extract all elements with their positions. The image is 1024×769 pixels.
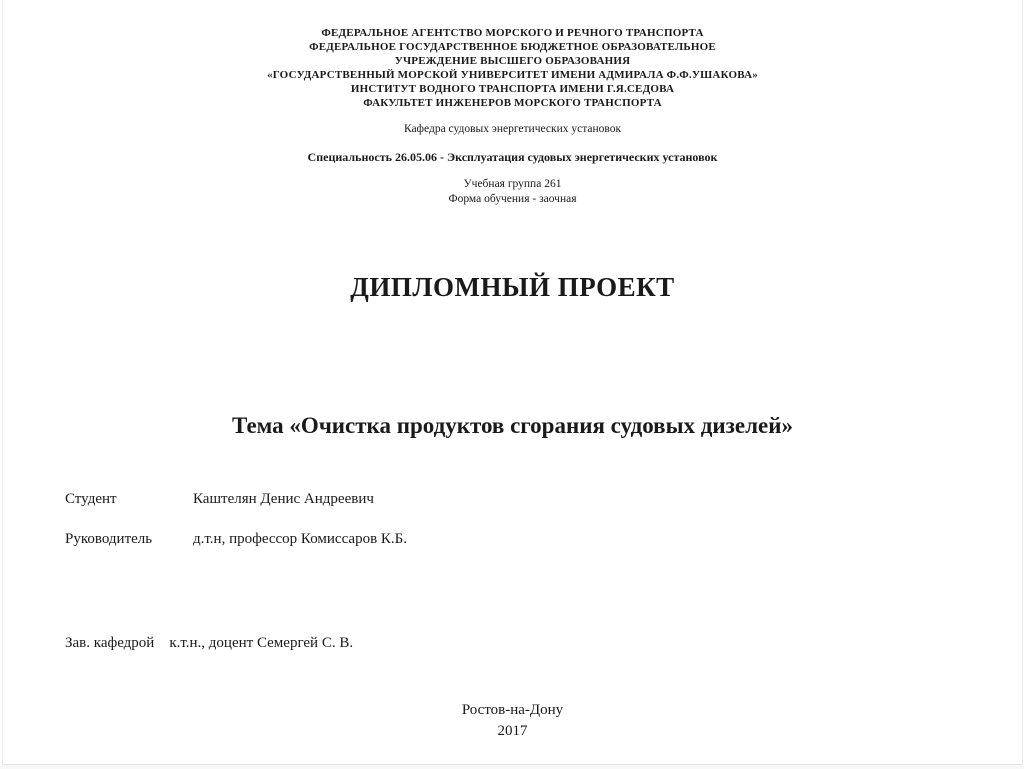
student-label: Студент bbox=[65, 491, 117, 507]
org-header-line: ФАКУЛЬТЕТ ИНЖЕНЕРОВ МОРСКОГО ТРАНСПОРТА bbox=[363, 97, 662, 109]
city-line: Ростов-на-Дону bbox=[461, 702, 564, 718]
org-header-line: ФЕДЕРАЛЬНОЕ ГОСУДАРСТВЕННОЕ БЮДЖЕТНОЕ ОБРАЗОВАТЕЛЬНОЕ bbox=[309, 41, 716, 53]
supervisor-row bbox=[65, 531, 407, 548]
org-header-line: «ГОСУДАРСТВЕННЫЙ МОРСКОЙ УНИВЕРСИТЕТ ИМЕНИ АДМИРАЛА Ф.Ф.УШАКОВА» bbox=[267, 69, 758, 81]
org-header-line: ФЕДЕРАЛЬНОЕ АГЕНТСТВО МОРСКОГО И РЕЧНОГО ТРАНСПОРТА bbox=[321, 27, 704, 39]
specialty-line: Специальность 26.05.06 - Эксплуатация судовых энергетических установок bbox=[307, 150, 718, 164]
org-header-line: УЧРЕЖДЕНИЕ ВЫСШЕГО ОБРАЗОВАНИЯ bbox=[394, 55, 631, 67]
supervisor-label: Руководитель bbox=[65, 531, 153, 547]
student-row bbox=[65, 491, 374, 508]
slide-canvas bbox=[2, 0, 1023, 765]
student-name: Каштелян Денис Андреевич bbox=[193, 491, 374, 507]
study-group-block bbox=[3, 177, 1022, 207]
head-of-department-name: к.т.н., доцент Семергей С. В. bbox=[169, 635, 354, 651]
org-header-line: ИНСТИТУТ ВОДНОГО ТРАНСПОРТА ИМЕНИ Г.Я.СЕДОВА bbox=[350, 83, 675, 95]
footer-block bbox=[3, 700, 1022, 742]
organization-header bbox=[3, 26, 1022, 110]
year-line: 2017 bbox=[497, 723, 528, 739]
department-line: Кафедра судовых энергетических установок bbox=[403, 123, 622, 135]
supervisor-name: д.т.н, профессор Комиссаров К.Б. bbox=[193, 531, 408, 547]
document-type-title: ДИПЛОМНЫЙ ПРОЕКТ bbox=[350, 272, 675, 302]
viewer-bottom-edge bbox=[0, 765, 1024, 769]
project-theme: Тема «Очистка продуктов сгорания судовых дизелей» bbox=[232, 413, 793, 438]
head-of-department-row bbox=[65, 635, 353, 652]
study-form-line: Форма обучения - заочная bbox=[448, 193, 577, 205]
head-of-department-label: Зав. кафедрой bbox=[65, 635, 155, 651]
study-group-line: Учебная группа 261 bbox=[463, 178, 562, 190]
